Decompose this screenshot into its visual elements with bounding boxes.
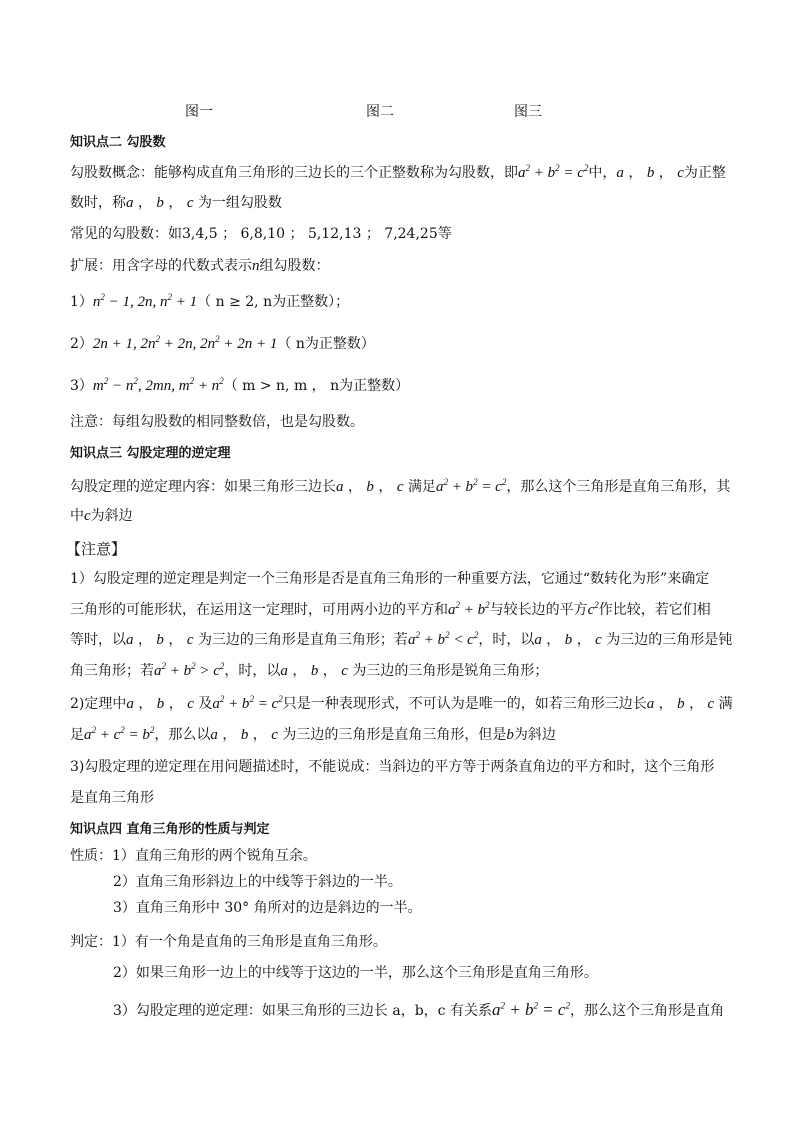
- text: 满足: [407, 479, 436, 495]
- formula-1: $1)n^2 - 1$, 2n, $n^2 + 1$（ n ≥ 2, n为正整数）；: [70, 292, 350, 310]
- text: 与较长边的平方: [489, 602, 588, 618]
- text: 1）: [70, 294, 93, 310]
- text: （ m > n, m ， n为正整数）: [223, 378, 410, 394]
- text: 为三边的三角形是直角三角形；若: [197, 632, 408, 648]
- criterion-2: 2）如果三角形一边上的中线等于这边的一半，那么这个三角形是直角三角形。: [113, 965, 598, 981]
- text: 为一组勾股数: [197, 195, 282, 211]
- criterion-1: 判定：1）有一个角是直角的三角形是直角三角形。: [70, 934, 387, 950]
- triples-note: 注意：每组勾股数的相同整数倍，也是勾股数。: [70, 414, 364, 430]
- section-heading-pythagorean-triples: 知识点二 勾股数: [70, 135, 166, 150]
- text: 3）勾股定理的逆定理：如果三角形的三边长 a，b，c 有关系: [113, 1003, 492, 1019]
- note-3-line-2: 是直角三角形: [70, 790, 154, 806]
- text: 组勾股数：: [259, 258, 330, 274]
- text: 2）: [70, 336, 93, 352]
- figure-caption-2: 图二: [366, 104, 394, 120]
- formula-2: 2）2n + 1, $2n^2 + 2n$, $2n^2 + 2n + 1$（ n为正整数）: [70, 334, 375, 352]
- text: ，那么这个三角形是直角: [569, 1003, 724, 1019]
- text: 足: [70, 727, 84, 743]
- criterion-3: 3）勾股定理的逆定理：如果三角形的三边长 a，b，c 有关系$a^2 + b^2 = c^2$，那么这个三角形是直角: [113, 1000, 724, 1019]
- text: 扩展：用含字母的代数式表示: [70, 258, 252, 274]
- text: 数时，称: [70, 195, 126, 211]
- text: 2)定理中: [70, 696, 127, 712]
- note-2-line-1: 2)定理中a ， b ， c 及$a^2 + b^2 = c^2$只是一种表现形式，不可认为是唯一的，如若三角形三边长a ， b ， c 满: [70, 694, 733, 712]
- note-3-line-1: 3)勾股定理的逆定理在用问题描述时，不能说成：当斜边的平方等于两条直角边的平方和时，这个三角形: [70, 759, 715, 775]
- figure-caption-1: 图一: [185, 104, 213, 120]
- triples-definition-line-1: 勾股数概念：能够构成直角三角形的三边长的三个正整数称为勾股数，即$a^2 + b^2 = c^2$中，a ， b ， c为正整: [70, 163, 726, 181]
- text: 中: [70, 508, 84, 524]
- section-heading-right-triangle: 知识点四 直角三角形的性质与判定: [70, 822, 270, 837]
- text: 为斜边: [513, 727, 556, 743]
- note-1-line-4: 角三角形；若$a^2 + b^2 > c^2$，时，以a ， b ， c 为三边的三角形是锐角三角形；: [70, 661, 549, 679]
- text: （ n ≥ 2, n为正整数）；: [197, 294, 350, 310]
- note-1-line-1: 1）勾股定理的逆定理是判定一个三角形是否是直角三角形的一种重要方法，它通过“数转化为形”来确定: [70, 571, 710, 587]
- text: ，那么这个三角形是直角三角形，其: [506, 479, 731, 495]
- note-1-line-2: 三角形的可能形状，在运用这一定理时，可用两小边的平方和$a^2 + b^2$与较长边的平方$c^2$作比较，若它们相: [70, 600, 711, 618]
- converse-content-line-2: 中c为斜边: [70, 508, 133, 524]
- property-3: 3）直角三角形中 30° 角所对的边是斜边的一半。: [113, 900, 422, 916]
- common-triples: 常见的勾股数：如3,4,5 ； 6,8,10 ； 5,12,13 ； 7,24,25等: [70, 226, 452, 242]
- formula-3: $3)m^2 - n^2$, 2mn, $m^2 + n^2$（ m > n, m ， n为正整数）: [70, 376, 410, 394]
- text: 中，: [588, 165, 617, 181]
- text: 为斜边: [90, 508, 133, 524]
- note-2-line-2: 足$a^2 + c^2 = b^2$，那么以a ， b ， c 为三边的三角形是直角三角形，但是b为斜边: [70, 725, 556, 743]
- text: 为三边的三角形是锐角三角形；: [352, 663, 549, 679]
- text: 三角形的可能形状，在运用这一定理时，可用两小边的平方和: [70, 602, 448, 618]
- triples-definition-line-2: 数时，称a ， b ， c 为一组勾股数: [70, 195, 282, 211]
- text: ，时，以: [224, 663, 281, 679]
- text: （ n为正整数）: [277, 336, 375, 352]
- text: 等时，以: [70, 632, 126, 648]
- text: 只是一种表现形式，不可认为是唯一的，如若三角形三边长: [282, 696, 647, 712]
- text: 作比较，若它们相: [598, 602, 711, 618]
- text: 3）: [70, 378, 93, 394]
- figure-caption-3: 图三: [514, 104, 542, 120]
- text: 满: [718, 696, 733, 712]
- extension-line: 扩展：用含字母的代数式表示n组勾股数：: [70, 258, 330, 274]
- text: ，那么以: [154, 727, 211, 743]
- text: ，时，以: [478, 632, 535, 648]
- section-heading-converse-theorem: 知识点三 勾股定理的逆定理: [70, 446, 231, 461]
- text: 为正整: [683, 165, 726, 181]
- note-1-line-3: 等时，以a ， b ， c 为三边的三角形是直角三角形；若$a^2 + b^2 < c^2$，时，以a ， b ， c 为三边的三角形是钝: [70, 630, 733, 648]
- text: 勾股定理的逆定理内容：如果三角形三边长: [70, 479, 336, 495]
- property-2: 2）直角三角形斜边上的中线等于斜边的一半。: [113, 874, 402, 890]
- converse-content-line-1: 勾股定理的逆定理内容：如果三角形三边长a ， b ， c 满足$a^2 + b^2 = c^2$，那么这个三角形是直角三角形，其: [70, 477, 731, 495]
- text: 角三角形；若: [70, 663, 154, 679]
- text: 为三边的三角形是直角三角形，但是: [282, 727, 507, 743]
- text: 勾股数概念：能够构成直角三角形的三边长的三个正整数称为勾股数，即: [70, 165, 518, 181]
- note-title: 【注意】: [66, 540, 127, 558]
- text: 及: [198, 696, 213, 712]
- text: 为三边的三角形是钝: [606, 632, 733, 648]
- property-1: 性质：1）直角三角形的两个锐角互余。: [70, 848, 317, 864]
